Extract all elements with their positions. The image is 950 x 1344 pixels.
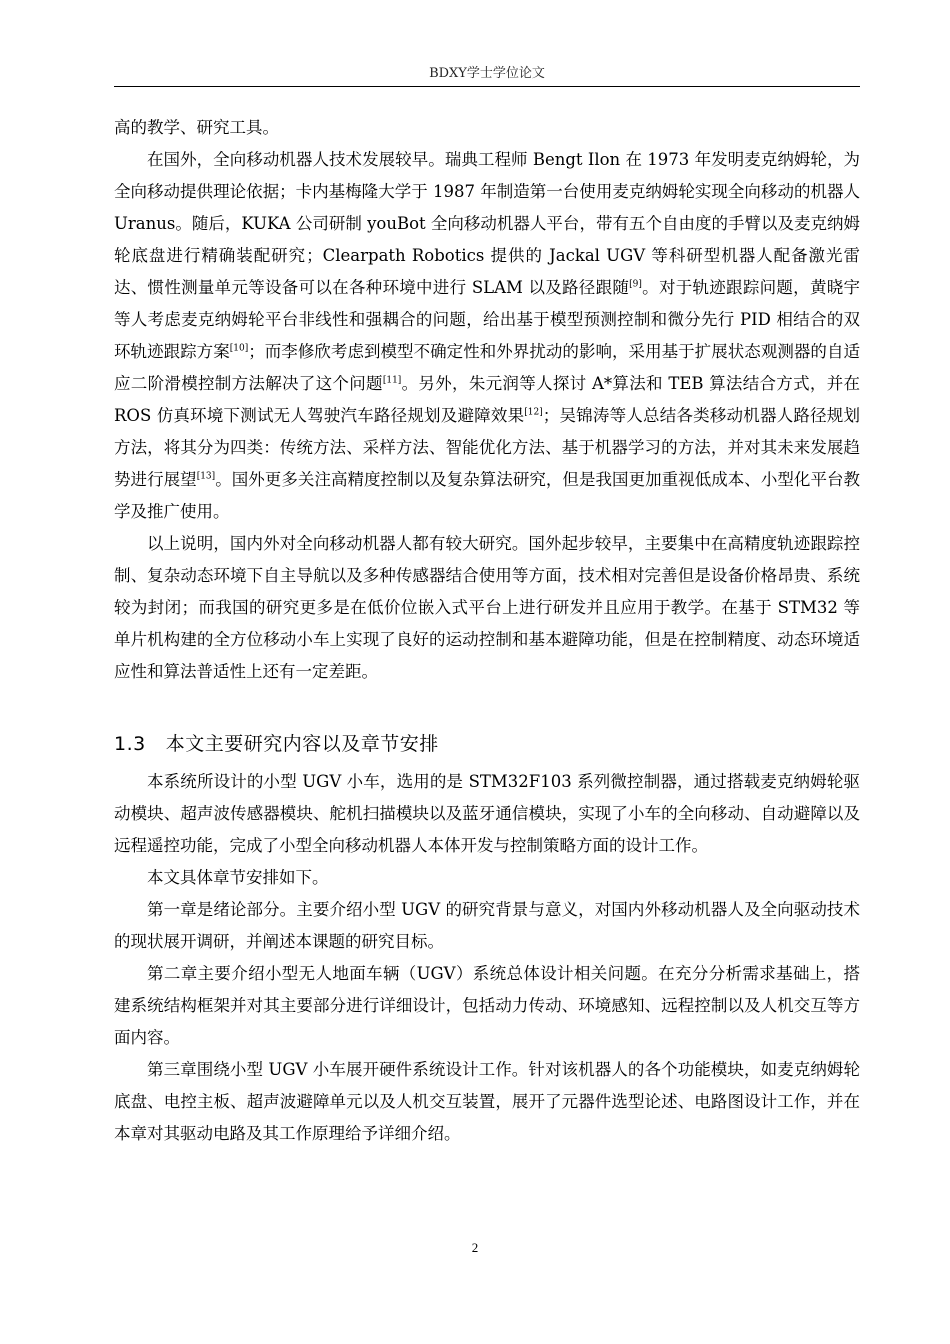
page-number: 2	[471, 1240, 479, 1255]
paragraph-text: 第三章围绕小型 UGV 小车展开硬件系统设计工作。针对该机器人的各个功能模块，如麦克纳姆轮底盘、电控主板、超声波避障单元以及人机交互装置，展开了元器件选型论述、电路图设计工作，并在本章对其驱动电路及其工作原理给予详细介绍。	[114, 1060, 860, 1143]
paragraph	[114, 894, 860, 958]
paragraph-text: 本文具体章节安排如下。	[147, 868, 329, 887]
paragraph	[114, 862, 860, 894]
paragraph-text: ；吴锦涛等人总结各类移动机器人路径规划方法，将其分为四类：传统方法、采样方法、智能优化方法、基于机器学习的方法，并对其未来发展趋势进行展望	[114, 406, 861, 489]
paragraph-text: 以上说明，国内外对全向移动机器人都有较大研究。国外起步较早，主要集中在高精度轨迹跟踪控制、复杂动态环境下自主导航以及多种传感器结合使用等方面，技术相对完善但是设备价格昂贵、系统较为封闭；而我国的研究更多是在低价位嵌入式平台上进行研发并且应用于教学。在基于 STM32 等单片机构建的全方位移动小车上实现了良好的运动控制和基本避障功能，但是在控制精度、动态环境适应性和算法普适性上还有一定差距。	[114, 534, 860, 681]
paragraph-text: 第二章主要介绍小型无人地面车辆（UGV）系统总体设计相关问题。在充分分析需求基础上，搭建系统结构框架并对其主要部分进行详细设计，包括动力传动、环境感知、远程控制以及人机交互等方面内容。	[114, 964, 860, 1047]
paragraphs-after-section	[114, 766, 860, 1150]
paragraph	[114, 958, 860, 1054]
citation-ref: [11]	[382, 375, 402, 386]
section-title-text: 本文主要研究内容以及章节安排	[165, 733, 439, 755]
citation-ref: [12]	[524, 407, 543, 418]
citation-ref: [13]	[196, 471, 216, 482]
running-header: BDXY学士学位论文	[114, 62, 860, 87]
paragraph	[114, 1054, 860, 1150]
paragraph-text: ；而李修欣考虑到模型不确定性和外界扰动的影响，采用基于扩展状态观测器的自适应二阶滑模控制方法解决了这个问题	[114, 342, 861, 393]
paragraph	[114, 766, 860, 862]
paragraph-text: 高的教学、研究工具。	[114, 118, 279, 137]
citation-ref: [10]	[229, 343, 249, 354]
paragraphs-before-section	[114, 112, 860, 688]
paragraph-text: 本系统所设计的小型 UGV 小车，选用的是 STM32F103 系列微控制器，通过搭载麦克纳姆轮驱动模块、超声波传感器模块、舵机扫描模块以及蓝牙通信模块，实现了小车的全向移动、自动避障以及远程遥控功能，完成了小型全向移动机器人本体开发与控制策略方面的设计工作。	[114, 772, 860, 855]
paragraph-text: 第一章是绪论部分。主要介绍小型 UGV 的研究背景与意义，对国内外移动机器人及全向驱动技术的现状展开调研，并阐述本课题的研究目标。	[114, 900, 860, 951]
paragraph	[114, 144, 860, 528]
paragraph-text: 。国外更多关注高精度控制以及复杂算法研究，但是我国更加重视低成本、小型化平台教学及推广使用。	[114, 470, 861, 521]
paragraph	[114, 528, 860, 688]
section-heading	[114, 728, 860, 760]
paragraph-text: 。另外，朱元润等人探讨 A*算法和 TEB 算法结合方式，并在 ROS 仿真环境下测试无人驾驶汽车路径规划及避障效果	[114, 374, 861, 425]
section-number: 1.3	[114, 733, 146, 755]
paragraph-text: 。对于轨迹跟踪问题，黄晓宇等人考虑麦克纳姆轮平台非线性和强耦合的问题，给出基于模型预测控制和微分先行 PID 相结合的双环轨迹跟踪方案	[114, 278, 861, 361]
body-text	[114, 112, 860, 1150]
citation-ref: [9]	[629, 279, 642, 290]
paragraph	[114, 112, 860, 144]
paragraph-text: 在国外，全向移动机器人技术发展较早。瑞典工程师 Bengt Ilon 在 1973 年发明麦克纳姆轮，为全向移动提供理论依据；卡内基梅隆大学于 1987 年制造第一台使用麦克纳姆轮实现全向移动的机器人 Uranus。随后，KUKA 公司研制 youBot 全向移动机器人平台，带有五个自由度的手臂以及麦克纳姆轮底盘进行精确装配研究；Clearpath Robotics 提供的 Jackal UGV 等科研型机器人配备激光雷达、惯性测量单元等设备可以在各种环境中进行 SLAM 以及路径跟随	[114, 150, 860, 297]
